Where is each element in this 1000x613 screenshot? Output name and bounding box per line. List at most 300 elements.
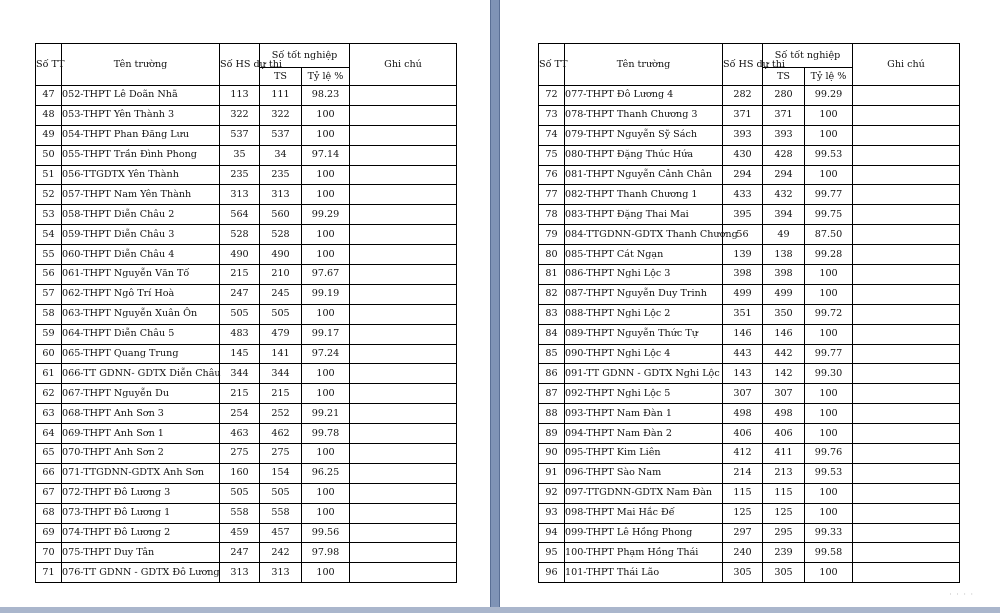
graduation-rate: 99.30 <box>805 364 853 384</box>
candidates-count: 215 <box>220 384 260 404</box>
graduates-count: 442 <box>763 344 805 364</box>
note-cell <box>853 185 960 205</box>
table-row <box>539 265 960 285</box>
graduation-rate: 100 <box>302 225 350 245</box>
graduates-count: 239 <box>763 543 805 563</box>
candidates-count: 406 <box>723 424 763 444</box>
note-cell <box>350 265 457 285</box>
graduation-rate: 100 <box>302 245 350 265</box>
note-cell <box>350 424 457 444</box>
graduation-rate: 99.56 <box>302 523 350 543</box>
graduation-rate: 99.72 <box>805 304 853 324</box>
table-row <box>36 404 457 424</box>
graduation-table-left <box>35 43 457 583</box>
school-name: 069-THPT Anh Sơn 1 <box>62 424 220 444</box>
candidates-count: 528 <box>220 225 260 245</box>
row-stt: 96 <box>539 563 565 583</box>
graduates-count: 371 <box>763 105 805 125</box>
row-stt: 89 <box>539 424 565 444</box>
table-body-left <box>36 86 457 583</box>
row-stt: 60 <box>36 344 62 364</box>
graduates-count: 275 <box>260 444 302 464</box>
table-row <box>36 284 457 304</box>
candidates-count: 146 <box>723 324 763 344</box>
school-name: 100-THPT Phạm Hồng Thái <box>565 543 723 563</box>
school-name: 058-THPT Diễn Châu 2 <box>62 205 220 225</box>
graduates-count: 322 <box>260 105 302 125</box>
school-name: 084-TTGDNN-GDTX Thanh Chương <box>565 225 723 245</box>
candidates-count: 499 <box>723 284 763 304</box>
header-graduates: Số tốt nghiệp <box>260 44 350 68</box>
candidates-count: 160 <box>220 463 260 483</box>
graduation-rate: 99.77 <box>805 344 853 364</box>
school-name: 077-THPT Đô Lương 4 <box>565 86 723 106</box>
graduation-rate: 100 <box>302 563 350 583</box>
school-name: 094-THPT Nam Đàn 2 <box>565 424 723 444</box>
school-name: 097-TTGDNN-GDTX Nam Đàn <box>565 483 723 503</box>
row-stt: 68 <box>36 503 62 523</box>
table-row <box>539 404 960 424</box>
header-school-name: Tên trường <box>62 44 220 86</box>
school-name: 068-THPT Anh Sơn 3 <box>62 404 220 424</box>
graduation-rate: 100 <box>302 185 350 205</box>
table-row <box>539 205 960 225</box>
header-candidates: Số HS dự thi <box>723 44 763 86</box>
candidates-count: 235 <box>220 165 260 185</box>
row-stt: 66 <box>36 463 62 483</box>
candidates-count: 240 <box>723 543 763 563</box>
candidates-count: 275 <box>220 444 260 464</box>
graduates-count: 398 <box>763 265 805 285</box>
graduates-count: 295 <box>763 523 805 543</box>
note-cell <box>350 145 457 165</box>
note-cell <box>853 384 960 404</box>
table-row <box>539 245 960 265</box>
graduation-rate: 99.17 <box>302 324 350 344</box>
candidates-count: 305 <box>723 563 763 583</box>
graduates-count: 252 <box>260 404 302 424</box>
graduates-count: 213 <box>763 463 805 483</box>
row-stt: 84 <box>539 324 565 344</box>
candidates-count: 143 <box>723 364 763 384</box>
candidates-count: 564 <box>220 205 260 225</box>
row-stt: 80 <box>539 245 565 265</box>
table-row <box>36 225 457 245</box>
graduates-count: 235 <box>260 165 302 185</box>
row-stt: 90 <box>539 444 565 464</box>
school-name: 061-THPT Nguyễn Văn Tố <box>62 265 220 285</box>
row-stt: 61 <box>36 364 62 384</box>
school-name: 095-THPT Kim Liên <box>565 444 723 464</box>
graduation-rate: 97.98 <box>302 543 350 563</box>
header-note: Ghi chú <box>853 44 960 86</box>
graduates-count: 146 <box>763 324 805 344</box>
row-stt: 55 <box>36 245 62 265</box>
graduates-count: 490 <box>260 245 302 265</box>
graduates-count: 344 <box>260 364 302 384</box>
graduation-rate: 100 <box>302 483 350 503</box>
row-stt: 47 <box>36 86 62 106</box>
graduation-rate: 97.14 <box>302 145 350 165</box>
row-stt: 69 <box>36 523 62 543</box>
candidates-count: 282 <box>723 86 763 106</box>
graduation-rate: 100 <box>302 105 350 125</box>
graduation-table-right <box>538 43 960 583</box>
row-stt: 87 <box>539 384 565 404</box>
candidates-count: 433 <box>723 185 763 205</box>
school-name: 067-THPT Nguyễn Du <box>62 384 220 404</box>
candidates-count: 505 <box>220 304 260 324</box>
candidates-count: 344 <box>220 364 260 384</box>
table-row <box>539 145 960 165</box>
row-stt: 76 <box>539 165 565 185</box>
table-row <box>539 185 960 205</box>
header-graduates: Số tốt nghiệp <box>763 44 853 68</box>
row-stt: 54 <box>36 225 62 245</box>
graduates-count: 305 <box>763 563 805 583</box>
candidates-count: 35 <box>220 145 260 165</box>
school-name: 054-THPT Phan Đăng Lưu <box>62 125 220 145</box>
header-candidates: Số HS dự thi <box>220 44 260 86</box>
table-body-right <box>539 86 960 583</box>
note-cell <box>350 324 457 344</box>
note-cell <box>350 86 457 106</box>
school-name: 089-THPT Nguyễn Thức Tự <box>565 324 723 344</box>
table-row <box>36 384 457 404</box>
note-cell <box>853 543 960 563</box>
candidates-count: 125 <box>723 503 763 523</box>
graduation-rate: 99.78 <box>302 424 350 444</box>
table-row <box>36 563 457 583</box>
school-name: 074-THPT Đô Lương 2 <box>62 523 220 543</box>
table-row <box>36 205 457 225</box>
graduation-rate: 97.24 <box>302 344 350 364</box>
note-cell <box>350 503 457 523</box>
row-stt: 85 <box>539 344 565 364</box>
table-row <box>539 384 960 404</box>
table-row <box>36 304 457 324</box>
row-stt: 63 <box>36 404 62 424</box>
table-row <box>539 86 960 106</box>
bottom-strip <box>0 607 1000 613</box>
table-row <box>36 503 457 523</box>
candidates-count: 254 <box>220 404 260 424</box>
row-stt: 50 <box>36 145 62 165</box>
graduates-count: 505 <box>260 304 302 324</box>
graduation-rate: 100 <box>805 284 853 304</box>
table-row <box>539 523 960 543</box>
graduates-count: 499 <box>763 284 805 304</box>
note-cell <box>853 444 960 464</box>
graduation-rate: 100 <box>805 384 853 404</box>
candidates-count: 463 <box>220 424 260 444</box>
school-name: 092-THPT Nghi Lộc 5 <box>565 384 723 404</box>
row-stt: 82 <box>539 284 565 304</box>
candidates-count: 56 <box>723 225 763 245</box>
school-name: 057-THPT Nam Yên Thành <box>62 185 220 205</box>
note-cell <box>853 245 960 265</box>
row-stt: 48 <box>36 105 62 125</box>
table-row <box>36 265 457 285</box>
graduates-count: 406 <box>763 424 805 444</box>
candidates-count: 412 <box>723 444 763 464</box>
table-row <box>36 523 457 543</box>
graduates-count: 394 <box>763 205 805 225</box>
note-cell <box>853 324 960 344</box>
graduation-rate: 100 <box>302 304 350 324</box>
row-stt: 83 <box>539 304 565 324</box>
table-row <box>539 543 960 563</box>
table-row <box>539 483 960 503</box>
graduates-count: 498 <box>763 404 805 424</box>
row-stt: 67 <box>36 483 62 503</box>
note-cell <box>853 563 960 583</box>
graduation-rate: 98.23 <box>302 86 350 106</box>
row-stt: 59 <box>36 324 62 344</box>
table-row <box>539 125 960 145</box>
table-row <box>539 503 960 523</box>
row-stt: 57 <box>36 284 62 304</box>
graduation-rate: 100 <box>805 324 853 344</box>
table-row <box>36 185 457 205</box>
school-name: 062-THPT Ngô Trí Hoà <box>62 284 220 304</box>
table-row <box>36 245 457 265</box>
school-name: 087-THPT Nguyễn Duy Trinh <box>565 284 723 304</box>
note-cell <box>853 165 960 185</box>
school-name: 064-THPT Diễn Châu 5 <box>62 324 220 344</box>
graduates-count: 280 <box>763 86 805 106</box>
table-row <box>36 165 457 185</box>
table-row <box>36 86 457 106</box>
graduates-count: 125 <box>763 503 805 523</box>
note-cell <box>853 463 960 483</box>
school-name: 076-TT GDNN - GDTX Đô Lương <box>62 563 220 583</box>
note-cell <box>853 503 960 523</box>
school-name: 082-THPT Thanh Chương 1 <box>565 185 723 205</box>
school-name: 073-THPT Đô Lương 1 <box>62 503 220 523</box>
school-name: 083-THPT Đặng Thai Mai <box>565 205 723 225</box>
row-stt: 79 <box>539 225 565 245</box>
graduation-rate: 97.67 <box>302 265 350 285</box>
note-cell <box>350 344 457 364</box>
school-name: 085-THPT Cát Ngạn <box>565 245 723 265</box>
candidates-count: 371 <box>723 105 763 125</box>
header-note: Ghi chú <box>350 44 457 86</box>
table-row <box>539 165 960 185</box>
graduates-count: 154 <box>260 463 302 483</box>
graduation-rate: 100 <box>805 483 853 503</box>
graduation-rate: 99.29 <box>805 86 853 106</box>
table-row <box>539 463 960 483</box>
candidates-count: 322 <box>220 105 260 125</box>
row-stt: 58 <box>36 304 62 324</box>
school-name: 080-THPT Đặng Thúc Hứa <box>565 145 723 165</box>
graduates-count: 245 <box>260 284 302 304</box>
school-name: 098-THPT Mai Hắc Đế <box>565 503 723 523</box>
school-name: 081-THPT Nguyễn Cảnh Chân <box>565 165 723 185</box>
header-rate: Tỷ lệ % <box>302 68 350 86</box>
table-row <box>539 444 960 464</box>
graduation-rate: 99.75 <box>805 205 853 225</box>
row-stt: 52 <box>36 185 62 205</box>
note-cell <box>853 344 960 364</box>
candidates-count: 115 <box>723 483 763 503</box>
row-stt: 93 <box>539 503 565 523</box>
graduation-rate: 100 <box>805 563 853 583</box>
note-cell <box>853 284 960 304</box>
page-gap <box>490 0 500 613</box>
note-cell <box>350 165 457 185</box>
candidates-count: 395 <box>723 205 763 225</box>
row-stt: 86 <box>539 364 565 384</box>
graduates-count: 138 <box>763 245 805 265</box>
note-cell <box>350 364 457 384</box>
graduates-count: 350 <box>763 304 805 324</box>
row-stt: 51 <box>36 165 62 185</box>
graduates-count: 558 <box>260 503 302 523</box>
row-stt: 88 <box>539 404 565 424</box>
page-left <box>0 0 490 613</box>
candidates-count: 558 <box>220 503 260 523</box>
table-row <box>539 424 960 444</box>
note-cell <box>350 105 457 125</box>
row-stt: 75 <box>539 145 565 165</box>
note-cell <box>350 205 457 225</box>
note-cell <box>853 364 960 384</box>
graduates-count: 111 <box>260 86 302 106</box>
graduation-rate: 99.29 <box>302 205 350 225</box>
row-stt: 56 <box>36 265 62 285</box>
row-stt: 92 <box>539 483 565 503</box>
graduation-rate: 100 <box>302 444 350 464</box>
watermark-mark: · · · · <box>949 590 974 599</box>
row-stt: 94 <box>539 523 565 543</box>
table-row <box>539 105 960 125</box>
note-cell <box>853 523 960 543</box>
note-cell <box>350 185 457 205</box>
note-cell <box>853 265 960 285</box>
header-stt: Số TT <box>539 44 565 86</box>
candidates-count: 313 <box>220 185 260 205</box>
note-cell <box>350 304 457 324</box>
graduates-count: 242 <box>260 543 302 563</box>
candidates-count: 139 <box>723 245 763 265</box>
graduation-rate: 100 <box>302 125 350 145</box>
graduates-count: 307 <box>763 384 805 404</box>
note-cell <box>350 384 457 404</box>
school-name: 079-THPT Nguyễn Sỹ Sách <box>565 125 723 145</box>
row-stt: 74 <box>539 125 565 145</box>
row-stt: 70 <box>36 543 62 563</box>
note-cell <box>350 463 457 483</box>
note-cell <box>853 483 960 503</box>
header-ts: TS <box>763 68 805 86</box>
school-name: 086-THPT Nghi Lộc 3 <box>565 265 723 285</box>
graduates-count: 313 <box>260 563 302 583</box>
graduation-rate: 99.58 <box>805 543 853 563</box>
note-cell <box>350 523 457 543</box>
candidates-count: 430 <box>723 145 763 165</box>
candidates-count: 313 <box>220 563 260 583</box>
graduates-count: 215 <box>260 384 302 404</box>
candidates-count: 294 <box>723 165 763 185</box>
note-cell <box>853 225 960 245</box>
school-name: 071-TTGDNN-GDTX Anh Sơn <box>62 463 220 483</box>
graduation-rate: 100 <box>805 105 853 125</box>
graduation-rate: 87.50 <box>805 225 853 245</box>
note-cell <box>350 404 457 424</box>
row-stt: 91 <box>539 463 565 483</box>
row-stt: 53 <box>36 205 62 225</box>
candidates-count: 214 <box>723 463 763 483</box>
graduation-rate: 100 <box>805 265 853 285</box>
graduates-count: 313 <box>260 185 302 205</box>
table-row <box>539 563 960 583</box>
table-row <box>36 444 457 464</box>
graduation-rate: 100 <box>302 165 350 185</box>
table-row <box>36 324 457 344</box>
candidates-count: 247 <box>220 543 260 563</box>
school-name: 090-THPT Nghi Lộc 4 <box>565 344 723 364</box>
note-cell <box>350 245 457 265</box>
table-row <box>36 543 457 563</box>
row-stt: 78 <box>539 205 565 225</box>
school-name: 056-TTGDTX Yên Thành <box>62 165 220 185</box>
candidates-count: 505 <box>220 483 260 503</box>
graduation-rate: 100 <box>805 125 853 145</box>
school-name: 078-THPT Thanh Chương 3 <box>565 105 723 125</box>
graduates-count: 457 <box>260 523 302 543</box>
candidates-count: 398 <box>723 265 763 285</box>
note-cell <box>350 284 457 304</box>
school-name: 075-THPT Duy Tân <box>62 543 220 563</box>
candidates-count: 498 <box>723 404 763 424</box>
graduation-rate: 100 <box>805 503 853 523</box>
graduation-rate: 99.53 <box>805 463 853 483</box>
graduation-rate: 100 <box>302 384 350 404</box>
graduates-count: 34 <box>260 145 302 165</box>
row-stt: 72 <box>539 86 565 106</box>
candidates-count: 215 <box>220 265 260 285</box>
table-row <box>36 483 457 503</box>
school-name: 093-THPT Nam Đàn 1 <box>565 404 723 424</box>
school-name: 052-THPT Lê Doãn Nhã <box>62 86 220 106</box>
graduates-count: 432 <box>763 185 805 205</box>
table-row <box>36 424 457 444</box>
school-name: 063-THPT Nguyễn Xuân Ôn <box>62 304 220 324</box>
row-stt: 81 <box>539 265 565 285</box>
table-row <box>36 105 457 125</box>
row-stt: 95 <box>539 543 565 563</box>
graduates-count: 294 <box>763 165 805 185</box>
graduation-rate: 96.25 <box>302 463 350 483</box>
table-row <box>36 364 457 384</box>
graduation-rate: 100 <box>805 424 853 444</box>
note-cell <box>350 483 457 503</box>
candidates-count: 307 <box>723 384 763 404</box>
school-name: 070-THPT Anh Sơn 2 <box>62 444 220 464</box>
candidates-count: 490 <box>220 245 260 265</box>
graduation-rate: 99.76 <box>805 444 853 464</box>
school-name: 099-THPT Lê Hồng Phong <box>565 523 723 543</box>
header-ts: TS <box>260 68 302 86</box>
note-cell <box>350 125 457 145</box>
graduates-count: 115 <box>763 483 805 503</box>
candidates-count: 113 <box>220 86 260 106</box>
graduates-count: 393 <box>763 125 805 145</box>
school-name: 101-THPT Thái Lão <box>565 563 723 583</box>
graduates-count: 560 <box>260 205 302 225</box>
